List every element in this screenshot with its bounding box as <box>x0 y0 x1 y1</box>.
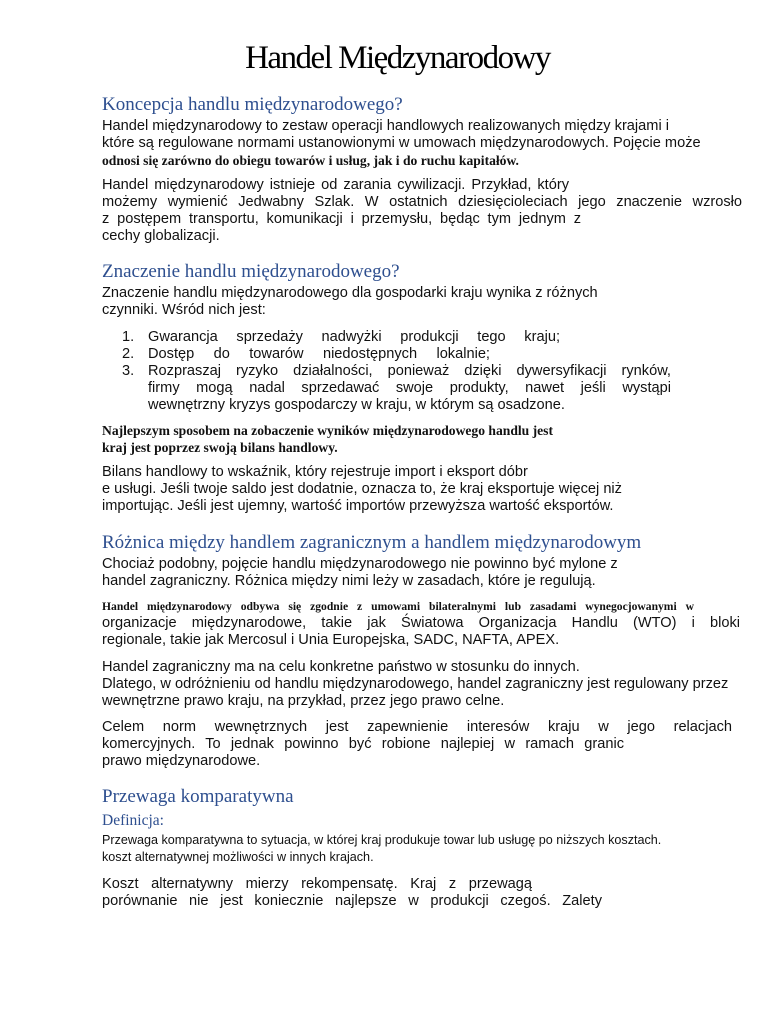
text-line: Handel zagraniczny ma na celu konkretne państwo w stosunku do innych. <box>102 659 580 675</box>
text-line: Celem norm wewnętrznych jest zapewnienie interesów kraju w jego relacjach <box>102 719 732 735</box>
heading-koncepcja: Koncepcja handlu międzynarodowego? <box>102 94 403 115</box>
heading-przewaga: Przewaga komparatywna <box>102 786 294 807</box>
text-line: koszt alternatywnej możliwości w innych krajach. <box>102 850 374 864</box>
list-number: 2. <box>122 346 135 362</box>
paragraph-importance <box>102 285 742 319</box>
text-line: importując. Jeśli jest ujemny, wartość importów przewyższa wartość eksportów. <box>102 498 614 514</box>
list-number: 3. <box>122 363 135 379</box>
text-line: prawo międzynarodowe. <box>102 753 261 769</box>
text-line: Przewaga komparatywna to sytuacja, w której kraj produkuje towar lub usługę po niższych kosztach. <box>102 833 662 847</box>
list-item-text: firmy mogą nadal sprzedawać swoje produkty, nawet jeśli wystąpi <box>148 380 671 396</box>
text-line: z postępem transportu, komunikacji i przemysłu, będąc tym jednym z <box>102 211 581 227</box>
text-line: Chociaż podobny, pojęcie handlu międzynarodowego nie powinno być mylone z <box>102 556 618 572</box>
paragraph-international <box>102 598 742 649</box>
list-number: 1. <box>122 329 135 345</box>
bold-line: kraj jest poprzez swoją bilans handlowy. <box>102 440 338 455</box>
paragraph-history <box>102 177 742 245</box>
paragraph-difference <box>102 556 742 590</box>
list-item <box>122 329 682 346</box>
text-line: regionale, takie jak Mercosul i Unia Europejska, SADC, NAFTA, APEX. <box>102 632 560 648</box>
bold-small-line: Handel międzynarodowy odbywa się zgodnie z umowami bilateralnymi lub zasadami wynegocjowanymi w <box>102 600 694 613</box>
paragraph-trade-balance <box>102 464 742 515</box>
text-line: możemy wymienić Jedwabny Szlak. W ostatnich dziesięcioleciach jego znaczenie wzrosło <box>102 194 742 210</box>
text-line: Handel międzynarodowy to zestaw operacji handlowych realizowanych między krajami i <box>102 118 669 134</box>
text-line: handel zagraniczny. Różnica między nimi leży w zasadach, które je regulują. <box>102 573 596 589</box>
bold-line: Najlepszym sposobem na zobaczenie wyników międzynarodowego handlu jest <box>102 423 553 438</box>
text-line: które są regulowane normami ustanowionymi w umowach międzynarodowych. Pojęcie może <box>102 135 701 151</box>
text-line: komercyjnych. To jednak powinno być robione najlepiej w ramach granic <box>102 736 624 752</box>
text-line: czynniki. Wśród nich jest: <box>102 302 266 318</box>
paragraph-foreign <box>102 659 742 710</box>
page-title: Handel Międzynarodowy <box>245 40 550 76</box>
list-item-text: Gwarancja sprzedaży nadwyżki produkcji tego kraju; <box>148 329 560 345</box>
paragraph-opportunity-cost <box>102 876 742 910</box>
list-item-text: wewnętrzny kryzys gospodarczy w kraju, w którym są osadzone. <box>148 397 565 413</box>
subheading-definicja: Definicja: <box>102 812 164 829</box>
list-item-text: Dostęp do towarów niedostępnych lokalnie; <box>148 346 490 362</box>
list-item <box>122 346 682 363</box>
heading-roznica: Różnica między handlem zagranicznym a handlem międzynarodowym <box>102 532 642 553</box>
text-line: Koszt alternatywny mierzy rekompensatę. Kraj z przewagą <box>102 876 532 892</box>
list-item <box>122 363 682 414</box>
text-line: Dlatego, w odróżnieniu od handlu międzynarodowego, handel zagraniczny jest regulowany przez <box>102 676 729 692</box>
bold-line: odnosi się zarówno do obiegu towarów i usług, jak i do ruchu kapitałów. <box>102 153 519 168</box>
heading-znaczenie: Znaczenie handlu międzynarodowego? <box>102 261 400 282</box>
list-item-text: Rozpraszaj ryzyko działalności, ponieważ dzięki dywersyfikacji rynków, <box>148 363 671 379</box>
text-line: e usługi. Jeśli twoje saldo jest dodatnie, oznacza to, że kraj eksportuje więcej niż <box>102 481 622 497</box>
numbered-list <box>122 329 682 414</box>
text-line: cechy globalizacji. <box>102 228 220 244</box>
text-line: organizacje międzynarodowe, takie jak Światowa Organizacja Handlu (WTO) i bloki <box>102 615 740 631</box>
text-line: porównanie nie jest koniecznie najlepsze w produkcji czegoś. Zalety <box>102 893 602 909</box>
text-line: Znaczenie handlu międzynarodowego dla gospodarki kraju wynika z różnych <box>102 285 598 301</box>
text-line: Bilans handlowy to wskaźnik, który rejestruje import i eksport dóbr <box>102 464 528 480</box>
paragraph-comparative-definition <box>102 832 742 866</box>
text-line: Handel międzynarodowy istnieje od zarania cywilizacji. Przykład, który <box>102 177 569 193</box>
bold-paragraph-balance <box>102 422 742 456</box>
text-line: wewnętrzne prawo kraju, na przykład, przez jego prawo celne. <box>102 693 505 709</box>
paragraph-norms <box>102 719 742 770</box>
paragraph-definition <box>102 118 742 169</box>
